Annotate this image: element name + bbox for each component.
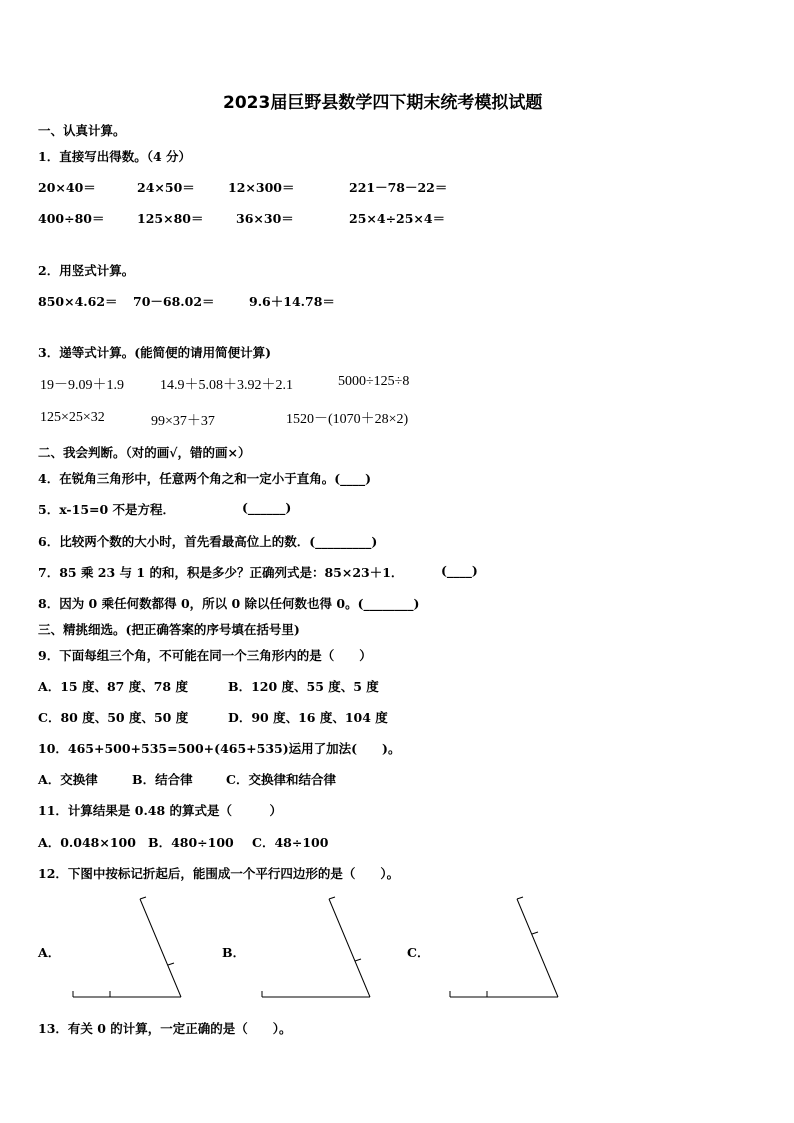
q12-option-a-label: A． [38,945,61,960]
section-3-heading: 三、精挑细选。(把正确答案的序号填在括号里) [38,622,300,637]
q3-item: 1520－(1070＋28×2) [286,412,409,427]
q10-option-c: C．交换律和结合律 [226,772,336,787]
q1-item: 12×300＝ [228,180,295,195]
q10-option-b: B．结合律 [132,772,193,787]
q10-stem: 10．465+500+535=500+(465+535)运用了加法( )。 [38,741,401,756]
q12-figure-a [70,895,200,1005]
q3-item: 19－9.09＋1.9 [40,378,124,393]
q9-option-c: C．80 度、50 度、50 度 [38,710,189,725]
q8-text: 8．因为 0 乘任何数都得 0，所以 0 除以任何数也得 0。(________) [38,596,420,611]
section-1-heading: 一、认真计算。 [38,123,126,138]
q9-option-d: D．90 度、16 度、104 度 [228,710,388,725]
q1-item: 25×4÷25×4＝ [349,211,446,226]
q5-blank: (______) [242,500,292,515]
q12-stem: 12．下图中按标记折起后，能围成一个平行四边形的是（ ）。 [38,866,400,881]
section-2-heading: 二、我会判断。（对的画√，错的画×） [38,445,251,460]
q3-item: 99×37＋37 [151,414,215,429]
q12-figure-b [259,895,389,1005]
page-title: 2023届巨野县数学四下期末统考模拟试题 [223,93,543,113]
q1-item: 24×50＝ [137,180,195,195]
q1-stem: 1．直接写出得数。（4 分） [38,149,191,164]
q2-item: 70－68.02＝ [133,294,215,309]
q1-item: 20×40＝ [38,180,96,195]
q2-item: 9.6＋14.78＝ [249,294,335,309]
q12-figure-c [447,895,577,1005]
q11-option-c: C．48÷100 [252,835,329,850]
q1-item: 125×80＝ [137,211,204,226]
q6-text: 6．比较两个数的大小时，首先看最高位上的数．(_________) [38,534,378,549]
q3-stem: 3．递等式计算。(能简便的请用简便计算) [38,345,272,360]
q10-option-a: A．交换律 [38,772,98,787]
q12-option-c-label: C． [407,945,430,960]
q13-text: 13．有关 0 的计算，一定正确的是（ ）。 [38,1021,292,1036]
q7-text: 7．85 乘 23 与 1 的和，积是多少？正确列式是：85×23＋1． [38,565,404,580]
q11-option-a: A．0.048×100 [38,835,136,850]
q7-blank: (____) [441,563,478,578]
q9-option-a: A．15 度、87 度、78 度 [38,679,188,694]
q1-item: 36×30＝ [236,211,294,226]
q1-item: 221－78－22＝ [349,180,448,195]
q3-item: 14.9＋5.08＋3.92＋2.1 [160,378,293,393]
q3-item: 5000÷125÷8 [338,374,410,389]
q1-item: 400÷80＝ [38,211,105,226]
q4-text: 4．在锐角三角形中，任意两个角之和一定小于直角。(____) [38,471,372,486]
q9-option-b: B．120 度、55 度、5 度 [228,679,379,694]
q2-item: 850×4.62＝ [38,294,118,309]
q11-stem: 11．计算结果是 0.48 的算式是（ ） [38,803,283,818]
q5-text: 5．x-15=0 不是方程． [38,502,176,517]
q12-option-b-label: B． [222,945,246,960]
q3-item: 125×25×32 [40,410,105,425]
q9-stem: 9．下面每组三个角，不可能在同一个三角形内的是（ ） [38,648,372,663]
q11-option-b: B．480÷100 [148,835,234,850]
q2-stem: 2．用竖式计算。 [38,263,135,278]
